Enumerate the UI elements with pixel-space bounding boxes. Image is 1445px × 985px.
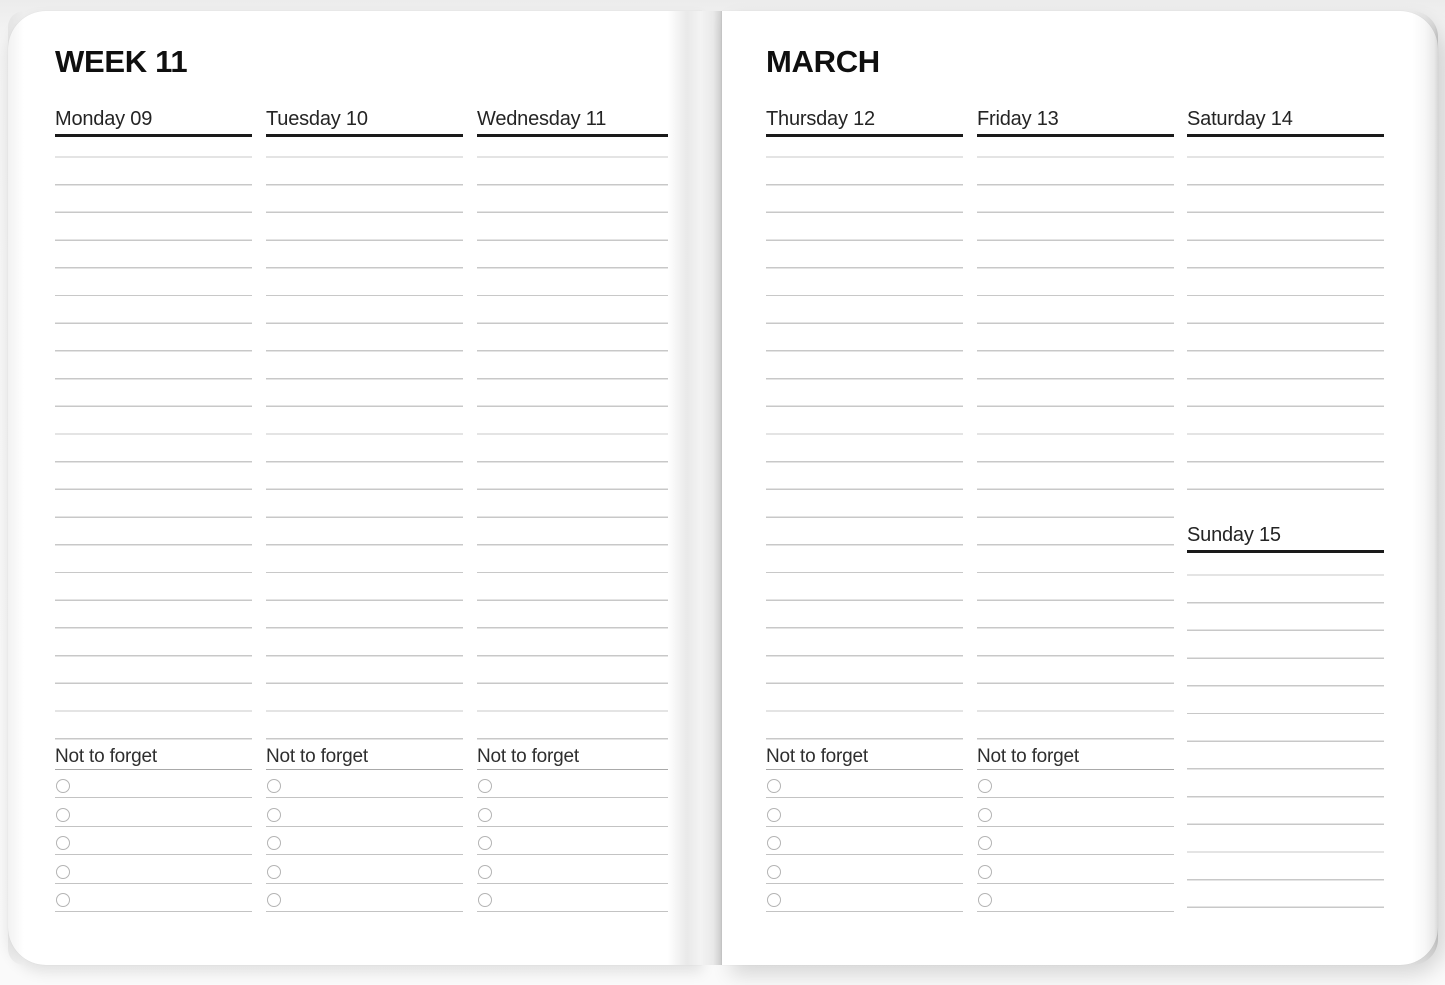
checklist-row xyxy=(977,798,1174,826)
checkbox-circle-icon xyxy=(478,893,492,907)
day-header-label: Thursday 12 xyxy=(766,108,875,130)
checklist-row xyxy=(477,770,674,798)
day-header-label: Sunday 15 xyxy=(1187,524,1281,546)
day-column-monday xyxy=(55,11,252,965)
checkbox-circle-icon xyxy=(267,865,281,879)
not-to-forget-label: Not to forget xyxy=(766,744,963,770)
checklist-row xyxy=(766,827,963,855)
checkbox-circle-icon xyxy=(978,865,992,879)
day-header-label: Saturday 14 xyxy=(1187,108,1293,130)
day-header-label: Friday 13 xyxy=(977,108,1059,130)
day-header-label: Tuesday 10 xyxy=(266,108,368,130)
writing-lines xyxy=(977,130,1174,740)
not-to-forget-label: Not to forget xyxy=(477,744,674,770)
checklist-row xyxy=(266,827,463,855)
day-column-thursday xyxy=(766,11,963,965)
checklist-row xyxy=(55,855,252,883)
left-page xyxy=(8,11,702,965)
checkbox-circle-icon xyxy=(478,779,492,793)
checklist-row xyxy=(977,884,1174,912)
not-to-forget-section xyxy=(477,744,674,912)
checkbox-circle-icon xyxy=(478,836,492,850)
checklist-row xyxy=(266,884,463,912)
checkbox-circle-icon xyxy=(767,836,781,850)
writing-lines xyxy=(55,130,252,740)
checklist-row xyxy=(766,798,963,826)
writing-lines xyxy=(266,130,463,740)
not-to-forget-section xyxy=(266,744,463,912)
checkbox-circle-icon xyxy=(267,779,281,793)
book-spine xyxy=(668,11,722,965)
writing-lines xyxy=(1187,548,1384,909)
checklist-row xyxy=(477,884,674,912)
checklist-row xyxy=(55,884,252,912)
checkbox-circle-icon xyxy=(56,779,70,793)
day-column-friday xyxy=(977,11,1174,965)
checklist-row xyxy=(55,798,252,826)
checkbox-circle-icon xyxy=(56,808,70,822)
checkbox-circle-icon xyxy=(978,779,992,793)
day-header-label: Wednesday 11 xyxy=(477,108,607,130)
checklist-row xyxy=(55,770,252,798)
day-header-label: Monday 09 xyxy=(55,108,153,130)
writing-lines xyxy=(477,130,674,740)
checkbox-circle-icon xyxy=(56,893,70,907)
checklist-row xyxy=(766,855,963,883)
writing-lines xyxy=(766,130,963,740)
checkbox-circle-icon xyxy=(767,865,781,879)
checkbox-circle-icon xyxy=(267,836,281,850)
not-to-forget-section xyxy=(55,744,252,912)
checklist-row xyxy=(766,884,963,912)
checklist-row xyxy=(477,827,674,855)
checklist-row xyxy=(977,855,1174,883)
writing-lines xyxy=(1187,130,1384,491)
checklist-row xyxy=(977,770,1174,798)
checkbox-circle-icon xyxy=(267,893,281,907)
not-to-forget-section xyxy=(766,744,963,912)
not-to-forget-label: Not to forget xyxy=(266,744,463,770)
checklist-row xyxy=(266,770,463,798)
week-title: WEEK 11 xyxy=(55,44,188,79)
not-to-forget-label: Not to forget xyxy=(977,744,1174,770)
right-page xyxy=(722,11,1438,965)
not-to-forget-label: Not to forget xyxy=(55,744,252,770)
checklist-row xyxy=(977,827,1174,855)
checkbox-circle-icon xyxy=(978,836,992,850)
checkbox-circle-icon xyxy=(978,893,992,907)
checkbox-circle-icon xyxy=(978,808,992,822)
checkbox-circle-icon xyxy=(56,865,70,879)
checkbox-circle-icon xyxy=(478,808,492,822)
checklist-row xyxy=(477,798,674,826)
day-column-wednesday xyxy=(477,11,674,965)
checkbox-circle-icon xyxy=(478,865,492,879)
month-title: MARCH xyxy=(766,44,880,79)
checklist-row xyxy=(266,855,463,883)
day-column-tuesday xyxy=(266,11,463,965)
checkbox-circle-icon xyxy=(767,808,781,822)
checkbox-circle-icon xyxy=(267,808,281,822)
checklist-row xyxy=(766,770,963,798)
checkbox-circle-icon xyxy=(767,779,781,793)
checkbox-circle-icon xyxy=(767,893,781,907)
day-column-saturday-sunday xyxy=(1187,11,1384,965)
not-to-forget-section xyxy=(977,744,1174,912)
checkbox-circle-icon xyxy=(56,836,70,850)
checklist-row xyxy=(266,798,463,826)
checklist-row xyxy=(55,827,252,855)
checklist-row xyxy=(477,855,674,883)
